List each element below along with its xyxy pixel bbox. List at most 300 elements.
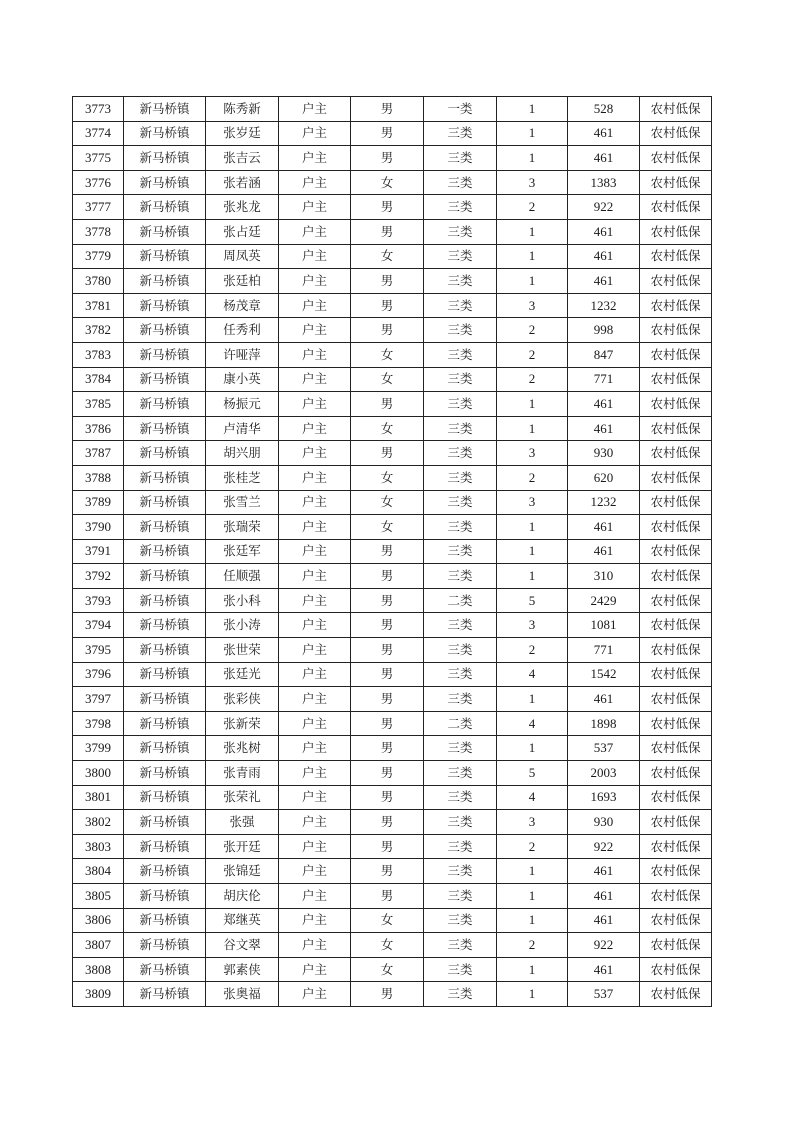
table-row bbox=[73, 736, 712, 761]
record-id-cell: 3791 bbox=[73, 539, 124, 564]
gender-cell: 男 bbox=[351, 318, 424, 343]
name-cell: 郑继英 bbox=[206, 908, 279, 933]
gender-cell: 男 bbox=[351, 219, 424, 244]
town-cell: 新马桥镇 bbox=[124, 957, 206, 982]
relation-cell: 户主 bbox=[279, 613, 351, 638]
town-cell: 新马桥镇 bbox=[124, 613, 206, 638]
category-cell: 三类 bbox=[424, 613, 497, 638]
category-cell: 三类 bbox=[424, 810, 497, 835]
gender-cell: 男 bbox=[351, 146, 424, 171]
persons-cell: 2 bbox=[497, 834, 568, 859]
name-cell: 卢清华 bbox=[206, 416, 279, 441]
name-cell: 张世荣 bbox=[206, 638, 279, 663]
table-row bbox=[73, 195, 712, 220]
assistance-type-cell: 农村低保 bbox=[640, 146, 712, 171]
town-cell: 新马桥镇 bbox=[124, 416, 206, 441]
category-cell: 三类 bbox=[424, 859, 497, 884]
gender-cell: 女 bbox=[351, 515, 424, 540]
town-cell: 新马桥镇 bbox=[124, 785, 206, 810]
persons-cell: 4 bbox=[497, 785, 568, 810]
table-row bbox=[73, 810, 712, 835]
relation-cell: 户主 bbox=[279, 121, 351, 146]
town-cell: 新马桥镇 bbox=[124, 367, 206, 392]
name-cell: 张奥福 bbox=[206, 982, 279, 1007]
amount-cell: 537 bbox=[568, 736, 640, 761]
persons-cell: 1 bbox=[497, 244, 568, 269]
relation-cell: 户主 bbox=[279, 490, 351, 515]
category-cell: 三类 bbox=[424, 761, 497, 786]
category-cell: 三类 bbox=[424, 662, 497, 687]
category-cell: 三类 bbox=[424, 367, 497, 392]
amount-cell: 461 bbox=[568, 957, 640, 982]
table-row bbox=[73, 367, 712, 392]
category-cell: 三类 bbox=[424, 269, 497, 294]
amount-cell: 461 bbox=[568, 416, 640, 441]
record-id-cell: 3774 bbox=[73, 121, 124, 146]
table-row bbox=[73, 441, 712, 466]
name-cell: 周凤英 bbox=[206, 244, 279, 269]
assistance-type-cell: 农村低保 bbox=[640, 662, 712, 687]
assistance-type-cell: 农村低保 bbox=[640, 367, 712, 392]
category-cell: 三类 bbox=[424, 170, 497, 195]
amount-cell: 922 bbox=[568, 933, 640, 958]
relation-cell: 户主 bbox=[279, 219, 351, 244]
table-row bbox=[73, 908, 712, 933]
relation-cell: 户主 bbox=[279, 416, 351, 441]
gender-cell: 男 bbox=[351, 711, 424, 736]
relation-cell: 户主 bbox=[279, 342, 351, 367]
persons-cell: 1 bbox=[497, 515, 568, 540]
category-cell: 三类 bbox=[424, 908, 497, 933]
name-cell: 张廷光 bbox=[206, 662, 279, 687]
relation-cell: 户主 bbox=[279, 441, 351, 466]
amount-cell: 461 bbox=[568, 219, 640, 244]
table-row bbox=[73, 342, 712, 367]
amount-cell: 930 bbox=[568, 441, 640, 466]
table-row bbox=[73, 318, 712, 343]
record-id-cell: 3804 bbox=[73, 859, 124, 884]
relation-cell: 户主 bbox=[279, 785, 351, 810]
gender-cell: 男 bbox=[351, 761, 424, 786]
record-id-cell: 3790 bbox=[73, 515, 124, 540]
persons-cell: 1 bbox=[497, 392, 568, 417]
name-cell: 康小英 bbox=[206, 367, 279, 392]
persons-cell: 2 bbox=[497, 195, 568, 220]
gender-cell: 女 bbox=[351, 416, 424, 441]
table-row bbox=[73, 834, 712, 859]
town-cell: 新马桥镇 bbox=[124, 539, 206, 564]
table-row bbox=[73, 269, 712, 294]
assistance-type-cell: 农村低保 bbox=[640, 244, 712, 269]
name-cell: 张开廷 bbox=[206, 834, 279, 859]
relation-cell: 户主 bbox=[279, 662, 351, 687]
persons-cell: 3 bbox=[497, 441, 568, 466]
record-id-cell: 3776 bbox=[73, 170, 124, 195]
relation-cell: 户主 bbox=[279, 711, 351, 736]
persons-cell: 1 bbox=[497, 884, 568, 909]
category-cell: 三类 bbox=[424, 244, 497, 269]
gender-cell: 男 bbox=[351, 613, 424, 638]
gender-cell: 男 bbox=[351, 121, 424, 146]
amount-cell: 1232 bbox=[568, 490, 640, 515]
record-id-cell: 3780 bbox=[73, 269, 124, 294]
persons-cell: 1 bbox=[497, 908, 568, 933]
record-id-cell: 3786 bbox=[73, 416, 124, 441]
record-id-cell: 3777 bbox=[73, 195, 124, 220]
gender-cell: 男 bbox=[351, 810, 424, 835]
record-id-cell: 3788 bbox=[73, 465, 124, 490]
amount-cell: 461 bbox=[568, 392, 640, 417]
amount-cell: 1081 bbox=[568, 613, 640, 638]
table-row bbox=[73, 859, 712, 884]
name-cell: 杨振元 bbox=[206, 392, 279, 417]
name-cell: 张小科 bbox=[206, 588, 279, 613]
relation-cell: 户主 bbox=[279, 982, 351, 1007]
name-cell: 张瑞荣 bbox=[206, 515, 279, 540]
category-cell: 三类 bbox=[424, 441, 497, 466]
category-cell: 三类 bbox=[424, 219, 497, 244]
town-cell: 新马桥镇 bbox=[124, 515, 206, 540]
name-cell: 张兆龙 bbox=[206, 195, 279, 220]
amount-cell: 537 bbox=[568, 982, 640, 1007]
gender-cell: 男 bbox=[351, 441, 424, 466]
table-row bbox=[73, 97, 712, 122]
record-id-cell: 3801 bbox=[73, 785, 124, 810]
persons-cell: 2 bbox=[497, 933, 568, 958]
record-id-cell: 3789 bbox=[73, 490, 124, 515]
name-cell: 张青雨 bbox=[206, 761, 279, 786]
category-cell: 三类 bbox=[424, 834, 497, 859]
name-cell: 任秀利 bbox=[206, 318, 279, 343]
assistance-type-cell: 农村低保 bbox=[640, 761, 712, 786]
table-row bbox=[73, 293, 712, 318]
gender-cell: 男 bbox=[351, 736, 424, 761]
amount-cell: 461 bbox=[568, 244, 640, 269]
gender-cell: 女 bbox=[351, 933, 424, 958]
town-cell: 新马桥镇 bbox=[124, 318, 206, 343]
name-cell: 郭素侠 bbox=[206, 957, 279, 982]
town-cell: 新马桥镇 bbox=[124, 588, 206, 613]
category-cell: 二类 bbox=[424, 588, 497, 613]
amount-cell: 2429 bbox=[568, 588, 640, 613]
relation-cell: 户主 bbox=[279, 884, 351, 909]
name-cell: 胡庆伦 bbox=[206, 884, 279, 909]
gender-cell: 女 bbox=[351, 465, 424, 490]
category-cell: 三类 bbox=[424, 490, 497, 515]
gender-cell: 女 bbox=[351, 908, 424, 933]
relation-cell: 户主 bbox=[279, 687, 351, 712]
amount-cell: 922 bbox=[568, 834, 640, 859]
relation-cell: 户主 bbox=[279, 97, 351, 122]
assistance-type-cell: 农村低保 bbox=[640, 834, 712, 859]
persons-cell: 1 bbox=[497, 539, 568, 564]
amount-cell: 1383 bbox=[568, 170, 640, 195]
gender-cell: 男 bbox=[351, 982, 424, 1007]
name-cell: 杨茂章 bbox=[206, 293, 279, 318]
assistance-type-cell: 农村低保 bbox=[640, 515, 712, 540]
table-row bbox=[73, 662, 712, 687]
amount-cell: 2003 bbox=[568, 761, 640, 786]
table-row bbox=[73, 761, 712, 786]
name-cell: 谷文翠 bbox=[206, 933, 279, 958]
gender-cell: 女 bbox=[351, 367, 424, 392]
town-cell: 新马桥镇 bbox=[124, 342, 206, 367]
persons-cell: 3 bbox=[497, 490, 568, 515]
record-id-cell: 3795 bbox=[73, 638, 124, 663]
relation-cell: 户主 bbox=[279, 859, 351, 884]
town-cell: 新马桥镇 bbox=[124, 761, 206, 786]
persons-cell: 2 bbox=[497, 638, 568, 663]
assistance-type-cell: 农村低保 bbox=[640, 539, 712, 564]
gender-cell: 男 bbox=[351, 884, 424, 909]
name-cell: 张新荣 bbox=[206, 711, 279, 736]
town-cell: 新马桥镇 bbox=[124, 687, 206, 712]
gender-cell: 男 bbox=[351, 687, 424, 712]
town-cell: 新马桥镇 bbox=[124, 638, 206, 663]
table-row bbox=[73, 613, 712, 638]
assistance-type-cell: 农村低保 bbox=[640, 588, 712, 613]
persons-cell: 1 bbox=[497, 982, 568, 1007]
persons-cell: 1 bbox=[497, 97, 568, 122]
relation-cell: 户主 bbox=[279, 736, 351, 761]
table-row bbox=[73, 539, 712, 564]
persons-cell: 1 bbox=[497, 564, 568, 589]
amount-cell: 847 bbox=[568, 342, 640, 367]
relation-cell: 户主 bbox=[279, 170, 351, 195]
category-cell: 三类 bbox=[424, 736, 497, 761]
table-row bbox=[73, 711, 712, 736]
name-cell: 张吉云 bbox=[206, 146, 279, 171]
name-cell: 陈秀新 bbox=[206, 97, 279, 122]
relation-cell: 户主 bbox=[279, 933, 351, 958]
persons-cell: 3 bbox=[497, 810, 568, 835]
record-id-cell: 3784 bbox=[73, 367, 124, 392]
name-cell: 张雪兰 bbox=[206, 490, 279, 515]
assistance-type-cell: 农村低保 bbox=[640, 908, 712, 933]
assistance-type-cell: 农村低保 bbox=[640, 957, 712, 982]
record-id-cell: 3785 bbox=[73, 392, 124, 417]
persons-cell: 4 bbox=[497, 711, 568, 736]
assistance-type-cell: 农村低保 bbox=[640, 564, 712, 589]
persons-cell: 1 bbox=[497, 736, 568, 761]
table-row bbox=[73, 687, 712, 712]
table-row bbox=[73, 490, 712, 515]
record-id-cell: 3800 bbox=[73, 761, 124, 786]
town-cell: 新马桥镇 bbox=[124, 170, 206, 195]
table-row bbox=[73, 146, 712, 171]
amount-cell: 461 bbox=[568, 146, 640, 171]
persons-cell: 2 bbox=[497, 367, 568, 392]
relation-cell: 户主 bbox=[279, 539, 351, 564]
amount-cell: 922 bbox=[568, 195, 640, 220]
record-id-cell: 3806 bbox=[73, 908, 124, 933]
record-id-cell: 3783 bbox=[73, 342, 124, 367]
relation-cell: 户主 bbox=[279, 908, 351, 933]
assistance-type-cell: 农村低保 bbox=[640, 982, 712, 1007]
relation-cell: 户主 bbox=[279, 638, 351, 663]
persons-cell: 1 bbox=[497, 957, 568, 982]
category-cell: 三类 bbox=[424, 392, 497, 417]
assistance-type-cell: 农村低保 bbox=[640, 687, 712, 712]
table-row bbox=[73, 933, 712, 958]
name-cell: 张桂芝 bbox=[206, 465, 279, 490]
gender-cell: 男 bbox=[351, 392, 424, 417]
category-cell: 三类 bbox=[424, 539, 497, 564]
amount-cell: 1232 bbox=[568, 293, 640, 318]
assistance-type-cell: 农村低保 bbox=[640, 785, 712, 810]
record-id-cell: 3799 bbox=[73, 736, 124, 761]
record-id-cell: 3792 bbox=[73, 564, 124, 589]
category-cell: 三类 bbox=[424, 638, 497, 663]
amount-cell: 461 bbox=[568, 687, 640, 712]
assistance-type-cell: 农村低保 bbox=[640, 859, 712, 884]
category-cell: 三类 bbox=[424, 564, 497, 589]
persons-cell: 5 bbox=[497, 761, 568, 786]
town-cell: 新马桥镇 bbox=[124, 195, 206, 220]
town-cell: 新马桥镇 bbox=[124, 834, 206, 859]
persons-cell: 3 bbox=[497, 613, 568, 638]
category-cell: 三类 bbox=[424, 318, 497, 343]
persons-cell: 1 bbox=[497, 859, 568, 884]
record-id-cell: 3798 bbox=[73, 711, 124, 736]
name-cell: 任顺强 bbox=[206, 564, 279, 589]
category-cell: 三类 bbox=[424, 957, 497, 982]
assistance-type-cell: 农村低保 bbox=[640, 219, 712, 244]
category-cell: 三类 bbox=[424, 293, 497, 318]
table-row bbox=[73, 416, 712, 441]
record-id-cell: 3808 bbox=[73, 957, 124, 982]
amount-cell: 310 bbox=[568, 564, 640, 589]
name-cell: 许哑萍 bbox=[206, 342, 279, 367]
town-cell: 新马桥镇 bbox=[124, 662, 206, 687]
gender-cell: 男 bbox=[351, 97, 424, 122]
assistance-type-cell: 农村低保 bbox=[640, 170, 712, 195]
assistance-type-cell: 农村低保 bbox=[640, 490, 712, 515]
gender-cell: 男 bbox=[351, 564, 424, 589]
persons-cell: 2 bbox=[497, 318, 568, 343]
record-id-cell: 3805 bbox=[73, 884, 124, 909]
name-cell: 张锦廷 bbox=[206, 859, 279, 884]
relation-cell: 户主 bbox=[279, 564, 351, 589]
town-cell: 新马桥镇 bbox=[124, 392, 206, 417]
assistance-type-cell: 农村低保 bbox=[640, 269, 712, 294]
category-cell: 三类 bbox=[424, 195, 497, 220]
amount-cell: 1693 bbox=[568, 785, 640, 810]
record-id-cell: 3779 bbox=[73, 244, 124, 269]
name-cell: 张小涛 bbox=[206, 613, 279, 638]
name-cell: 张彩侠 bbox=[206, 687, 279, 712]
name-cell: 张荣礼 bbox=[206, 785, 279, 810]
gender-cell: 男 bbox=[351, 588, 424, 613]
category-cell: 三类 bbox=[424, 884, 497, 909]
table-row bbox=[73, 638, 712, 663]
gender-cell: 男 bbox=[351, 539, 424, 564]
persons-cell: 1 bbox=[497, 146, 568, 171]
amount-cell: 461 bbox=[568, 269, 640, 294]
persons-cell: 2 bbox=[497, 465, 568, 490]
town-cell: 新马桥镇 bbox=[124, 810, 206, 835]
assistance-type-cell: 农村低保 bbox=[640, 342, 712, 367]
gender-cell: 女 bbox=[351, 342, 424, 367]
record-id-cell: 3778 bbox=[73, 219, 124, 244]
persons-cell: 2 bbox=[497, 342, 568, 367]
relation-cell: 户主 bbox=[279, 269, 351, 294]
table-row bbox=[73, 982, 712, 1007]
assistance-type-cell: 农村低保 bbox=[640, 810, 712, 835]
assistance-type-cell: 农村低保 bbox=[640, 195, 712, 220]
table-row bbox=[73, 170, 712, 195]
relation-cell: 户主 bbox=[279, 392, 351, 417]
relation-cell: 户主 bbox=[279, 195, 351, 220]
amount-cell: 461 bbox=[568, 539, 640, 564]
record-id-cell: 3773 bbox=[73, 97, 124, 122]
category-cell: 三类 bbox=[424, 933, 497, 958]
amount-cell: 528 bbox=[568, 97, 640, 122]
assistance-type-cell: 农村低保 bbox=[640, 392, 712, 417]
name-cell: 张廷军 bbox=[206, 539, 279, 564]
roster-body bbox=[73, 97, 712, 1007]
table-row bbox=[73, 121, 712, 146]
category-cell: 三类 bbox=[424, 785, 497, 810]
record-id-cell: 3775 bbox=[73, 146, 124, 171]
name-cell: 胡兴朋 bbox=[206, 441, 279, 466]
amount-cell: 461 bbox=[568, 859, 640, 884]
town-cell: 新马桥镇 bbox=[124, 121, 206, 146]
table-row bbox=[73, 564, 712, 589]
amount-cell: 461 bbox=[568, 908, 640, 933]
town-cell: 新马桥镇 bbox=[124, 293, 206, 318]
relation-cell: 户主 bbox=[279, 515, 351, 540]
assistance-type-cell: 农村低保 bbox=[640, 293, 712, 318]
record-id-cell: 3797 bbox=[73, 687, 124, 712]
town-cell: 新马桥镇 bbox=[124, 736, 206, 761]
amount-cell: 930 bbox=[568, 810, 640, 835]
category-cell: 三类 bbox=[424, 515, 497, 540]
persons-cell: 3 bbox=[497, 293, 568, 318]
amount-cell: 461 bbox=[568, 884, 640, 909]
gender-cell: 男 bbox=[351, 293, 424, 318]
gender-cell: 女 bbox=[351, 244, 424, 269]
relation-cell: 户主 bbox=[279, 318, 351, 343]
record-id-cell: 3794 bbox=[73, 613, 124, 638]
persons-cell: 4 bbox=[497, 662, 568, 687]
category-cell: 三类 bbox=[424, 416, 497, 441]
table-row bbox=[73, 244, 712, 269]
town-cell: 新马桥镇 bbox=[124, 97, 206, 122]
amount-cell: 620 bbox=[568, 465, 640, 490]
persons-cell: 1 bbox=[497, 121, 568, 146]
town-cell: 新马桥镇 bbox=[124, 244, 206, 269]
name-cell: 张强 bbox=[206, 810, 279, 835]
relation-cell: 户主 bbox=[279, 588, 351, 613]
gender-cell: 男 bbox=[351, 859, 424, 884]
name-cell: 张廷柏 bbox=[206, 269, 279, 294]
persons-cell: 3 bbox=[497, 170, 568, 195]
amount-cell: 771 bbox=[568, 638, 640, 663]
relation-cell: 户主 bbox=[279, 244, 351, 269]
assistance-type-cell: 农村低保 bbox=[640, 416, 712, 441]
town-cell: 新马桥镇 bbox=[124, 219, 206, 244]
record-id-cell: 3802 bbox=[73, 810, 124, 835]
town-cell: 新马桥镇 bbox=[124, 711, 206, 736]
town-cell: 新马桥镇 bbox=[124, 490, 206, 515]
record-id-cell: 3782 bbox=[73, 318, 124, 343]
persons-cell: 1 bbox=[497, 416, 568, 441]
town-cell: 新马桥镇 bbox=[124, 146, 206, 171]
relation-cell: 户主 bbox=[279, 957, 351, 982]
gender-cell: 男 bbox=[351, 662, 424, 687]
category-cell: 一类 bbox=[424, 97, 497, 122]
